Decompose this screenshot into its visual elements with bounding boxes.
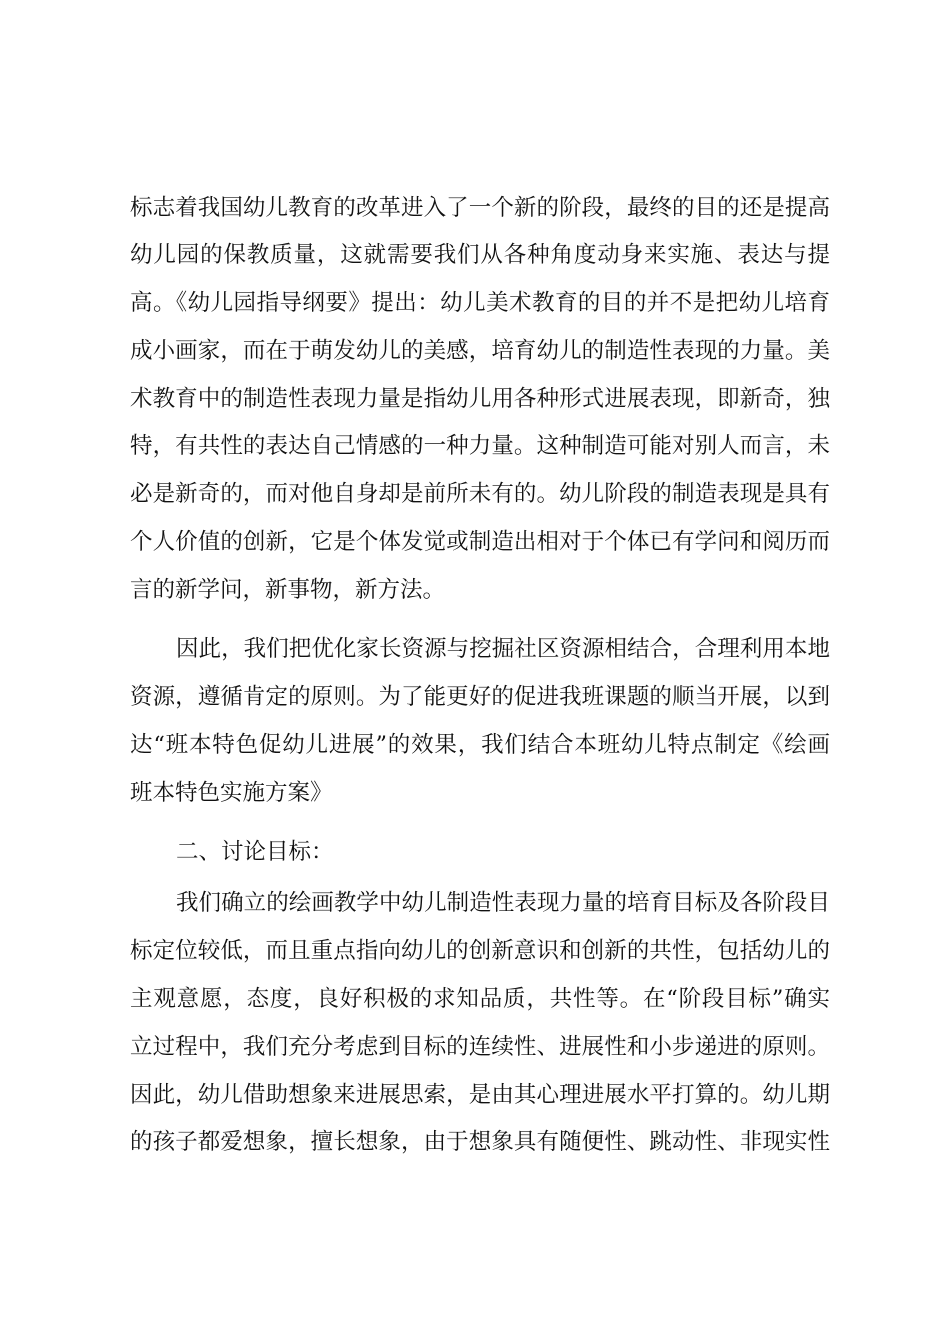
paragraph-3-line-6: 的孩子都爱想象，擅长想象，由于想象具有随便性、跳动性、非现实性 bbox=[130, 1129, 830, 1155]
paragraph-2-line-3: 达“班本特色促幼儿进展”的效果，我们结合本班幼儿特点制定《绘画 bbox=[130, 732, 830, 758]
paragraph-1-line-7: 必是新奇的，而对他自身却是前所未有的。幼儿阶段的制造表现是具有 bbox=[130, 481, 830, 507]
paragraph-1-line-8: 个人价值的创新，它是个体发觉或制造出相对于个体已有学问和阅历而 bbox=[130, 529, 830, 555]
paragraph-1-line-2: 幼儿园的保教质量，这就需要我们从各种角度动身来实施、表达与提 bbox=[130, 242, 830, 268]
paragraph-2-line-2: 资源，遵循肯定的原则。为了能更好的促进我班课题的顺当开展，以到 bbox=[130, 684, 830, 710]
paragraph-2-line-4: 班本特色实施方案》 bbox=[130, 780, 333, 806]
paragraph-3-line-4: 立过程中，我们充分考虑到目标的连续性、进展性和小步递进的原则。 bbox=[130, 1034, 830, 1060]
paragraph-2-line-1: 因此，我们把优化家长资源与挖掘社区资源相结合，合理利用本地 bbox=[176, 636, 830, 662]
paragraph-3-line-2: 标定位较低，而且重点指向幼儿的创新意识和创新的共性，包括幼儿的 bbox=[130, 938, 830, 964]
section-heading: 二、讨论目标： bbox=[176, 839, 334, 865]
paragraph-3-line-1: 我们确立的绘画教学中幼儿制造性表现力量的培育目标及各阶段目 bbox=[176, 890, 830, 916]
paragraph-1-line-9: 言的新学问，新事物，新方法。 bbox=[130, 577, 446, 603]
paragraph-3-line-5: 因此，幼儿借助想象来进展思索，是由其心理进展水平打算的。幼儿期 bbox=[130, 1082, 830, 1108]
paragraph-1-line-6: 特，有共性的表达自己情感的一种力量。这种制造可能对别人而言，未 bbox=[130, 433, 830, 459]
paragraph-1-line-5: 术教育中的制造性表现力量是指幼儿用各种形式进展表现，即新奇，独 bbox=[130, 386, 830, 412]
paragraph-1-line-4: 成小画家，而在于萌发幼儿的美感，培育幼儿的制造性表现的力量。美 bbox=[130, 338, 830, 364]
paragraph-3-line-3: 主观意愿，态度，良好积极的求知品质，共性等。在“阶段目标”确实 bbox=[130, 986, 830, 1012]
paragraph-1-line-3: 高。《幼儿园指导纲要》提出：幼儿美术教育的目的并不是把幼儿培育 bbox=[130, 290, 830, 316]
paragraph-1-line-1: 标志着我国幼儿教育的改革进入了一个新的阶段，最终的目的还是提高 bbox=[130, 195, 830, 221]
